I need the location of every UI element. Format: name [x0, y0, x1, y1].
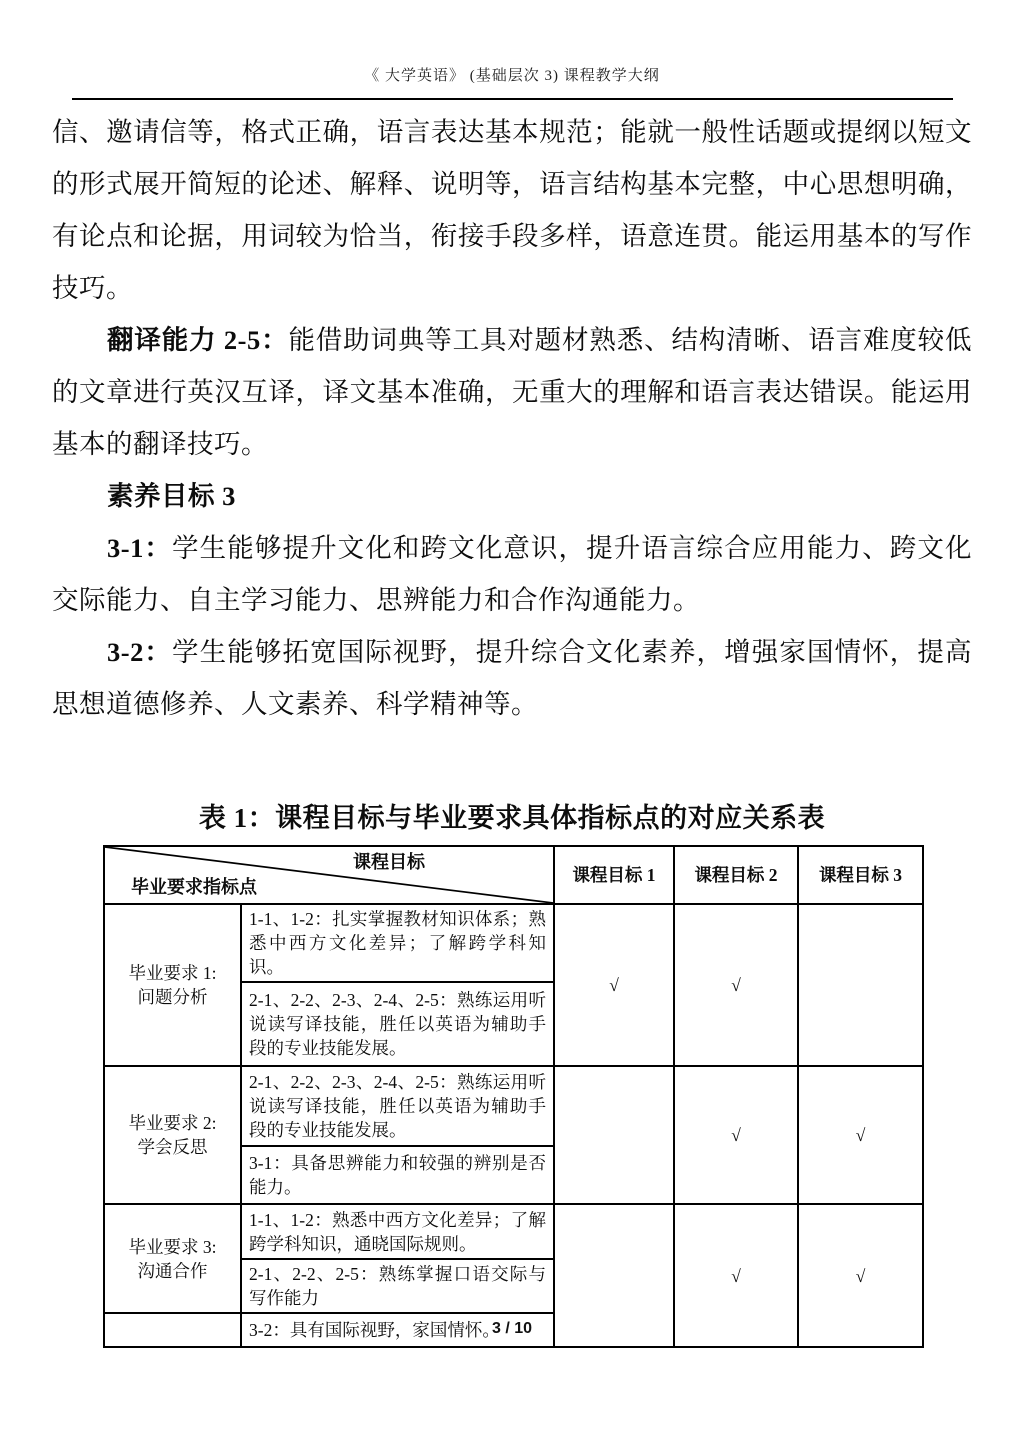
requirement-cell-3	[104, 1204, 241, 1313]
requirement-title: 毕业要求 3:	[128, 1236, 217, 1257]
paragraph-translation-ability	[52, 314, 972, 470]
table-title: 表 1：课程目标与毕业要求具体指标点的对应关系表	[198, 803, 826, 833]
heading-quality-goal-3	[52, 470, 972, 522]
body-text	[52, 106, 972, 730]
indicator-cell: 3-2：具有国际视野，家国情怀。	[241, 1313, 554, 1347]
requirement-subtitle: 沟通合作	[137, 1260, 208, 1281]
check-cell-g2-goal3: √	[798, 1066, 923, 1204]
corner-box	[105, 847, 553, 903]
paragraph-text: 信、邀请信等，格式正确，语言表达基本规范；能就一般性话题或提纲以短文的形式展开简短的论述、解释、说明等，语言结构基本完整，中心思想明确，有论点和论据，用词较为恰当，衔接手段多样，语意连贯。能运用基本的写作技巧。	[52, 117, 972, 303]
indicator-cell: 2-1、2-2、2-5：熟练掌握口语交际与写作能力	[241, 1259, 554, 1313]
check-cell-g2-goal1	[554, 1066, 674, 1204]
column-header-goal-1: 课程目标 1	[554, 846, 674, 904]
corner-label-graduation-indicators: 毕业要求指标点	[131, 877, 257, 897]
check-cell-g1-goal1: √	[554, 904, 674, 1066]
check-cell-g3-goal3: √	[798, 1204, 923, 1347]
requirement-title: 毕业要求 1:	[128, 963, 217, 983]
paragraph-goal-3-2	[52, 626, 972, 730]
paragraph-text: 学生能够拓宽国际视野，提升综合文化素养，增强家国情怀，提高思想道德修养、人文素养、科学精神等。	[52, 637, 973, 719]
requirement-subtitle: 问题分析	[137, 987, 208, 1007]
indicator-cell: 1-1、1-2：熟悉中西方文化差异；了解跨学科知识，通晓国际规则。	[241, 1204, 554, 1259]
paragraph-goal-3-1	[52, 522, 972, 626]
paragraph-lead: 3-1：	[107, 533, 173, 563]
check-cell-g1-goal3	[798, 904, 923, 1066]
paragraph-writing-continued	[52, 106, 972, 314]
running-header: 《 大学英语》 (基础层次 3) 课程教学大纲	[364, 68, 660, 84]
check-cell-g3-goal2: √	[674, 1204, 798, 1347]
indicator-cell: 3-1：具备思辨能力和较强的辨别是否能力。	[241, 1146, 554, 1204]
paragraph-lead: 翻译能力 2-5：	[107, 325, 289, 355]
column-header-goal-3: 课程目标 3	[798, 846, 923, 904]
header-rule	[72, 98, 953, 100]
requirement-subtitle: 学会反思	[137, 1137, 208, 1157]
paragraph-lead: 3-2：	[107, 637, 173, 667]
indicator-cell: 2-1、2-2、2-3、2-4、2-5：熟练运用听说读写译技能，胜任以英语为辅助手段的专业技能发展。	[241, 1066, 554, 1146]
requirement-cell-2	[104, 1066, 241, 1204]
page-number: 3 / 10	[491, 1320, 533, 1337]
mapping-table	[103, 845, 924, 1348]
requirement-cell-1	[104, 904, 241, 1066]
corner-label-course-goals: 课程目标	[353, 852, 425, 872]
column-header-goal-2: 课程目标 2	[674, 846, 798, 904]
paragraph-lead: 素养目标 3	[107, 481, 236, 511]
requirement-title: 毕业要求 2:	[128, 1113, 217, 1133]
check-cell-g2-goal2: √	[674, 1066, 798, 1204]
check-cell-g1-goal2: √	[674, 904, 798, 1066]
paragraph-text: 学生能够提升文化和跨文化意识，提升语言综合应用能力、跨文化交际能力、自主学习能力、思辨能力和合作沟通能力。	[52, 533, 973, 615]
indicator-cell: 1-1、1-2：扎实掌握教材知识体系；熟悉中西方文化差异；了解跨学科知识。	[241, 904, 554, 982]
indicator-cell: 2-1、2-2、2-3、2-4、2-5：熟练运用听说读写译技能，胜任以英语为辅助手段的专业技能发展。	[241, 982, 554, 1066]
corner-header-cell	[104, 846, 554, 904]
paragraph-text: 能借助词典等工具对题材熟悉、结构清晰、语言难度较低的文章进行英汉互译，译文基本准确，无重大的理解和语言表达错误。能运用基本的翻译技巧。	[52, 325, 973, 459]
